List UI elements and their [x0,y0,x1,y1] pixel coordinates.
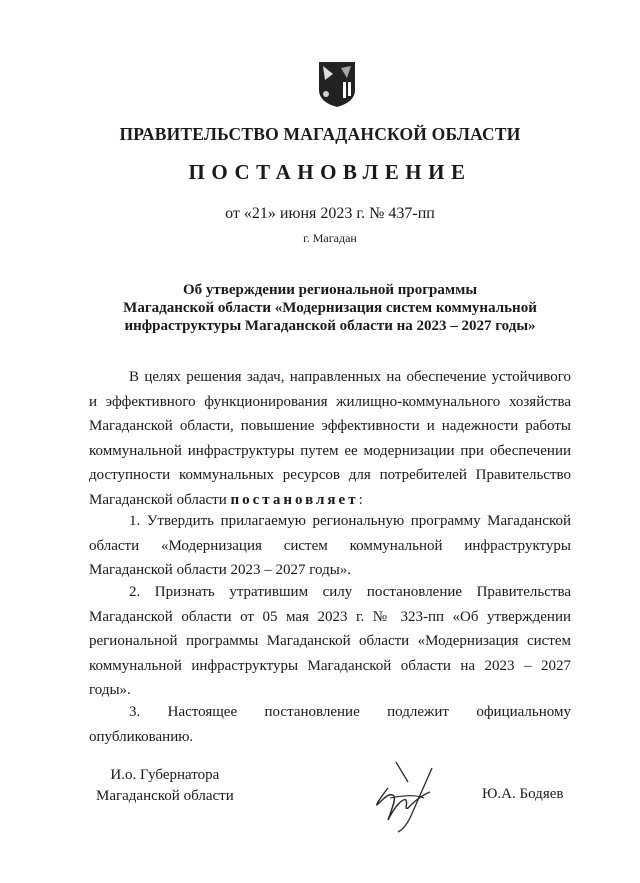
text-fragment: Магаданской области [89,491,231,508]
text-line: В целях решения задач, направленных на обеспечение устойчивого [129,369,571,385]
document-title [0,281,640,335]
item-3-paragraph [89,700,571,749]
title-line: инфраструктуры Магаданской области на 2023 – 2027 годы» [124,318,536,334]
text-fragment: : [358,491,363,508]
title-line: Об утверждении региональной программы [182,282,478,298]
text-line: опубликованию. [89,728,194,745]
position-line: Магаданской области [96,788,234,804]
text-line: доступности коммунальных ресурсов для потребителей Правительство [89,467,571,483]
text-line: и эффективного функционирования жилищно-коммунального хозяйства [89,393,571,410]
text-line: годы». [89,682,131,698]
signatory-position [96,765,234,807]
signatory-name: Ю.А. Бодяев [482,786,564,802]
government-name: ПРАВИТЕЛЬСТВО МАГАДАНСКОЙ ОБЛАСТИ [119,124,521,144]
keyword-resolves: постановляет [230,491,359,508]
text-line: коммунальной инфраструктуры путем ее модернизации при обеспечении [89,442,571,459]
text-line: 2. Признать утратившим силу постановление Правительства [129,584,571,600]
coat-of-arms-emblem [317,60,357,108]
item-1-paragraph [89,509,571,583]
text-line: Магаданской области от 05 мая 2023 г. № 323-пп «Об утверждении [89,608,571,625]
text-line: области «Модернизация систем коммунальной инфраструктуры [89,537,571,554]
title-line: Магаданской области «Модернизация систем коммунальной [123,300,537,316]
city-name: г. Магадан [303,231,357,245]
text-line: региональной программы Магаданской области «Модернизация систем [89,633,571,649]
text-line: Магаданской области, повышение эффективности и надежности работы [89,418,571,434]
document-type-heading: ПОСТАНОВЛЕНИЕ [188,160,472,184]
date-and-number: от «21» июня 2023 г. № 437-пп [225,205,435,222]
text-line: Магаданской области 2023 – 2027 годы». [89,562,352,578]
preamble-paragraph [89,365,571,512]
text-line: 3. Настоящее постановление подлежит официальному [129,704,571,720]
item-2-paragraph [89,580,571,703]
text-line: коммунальной инфраструктуры Магаданской области на 2023 – 2027 [89,657,571,674]
handwritten-signature [350,758,450,834]
position-line: И.о. Губернатора [110,767,220,783]
text-line: 1. Утвердить прилагаемую региональную программу Магаданской [129,513,571,529]
